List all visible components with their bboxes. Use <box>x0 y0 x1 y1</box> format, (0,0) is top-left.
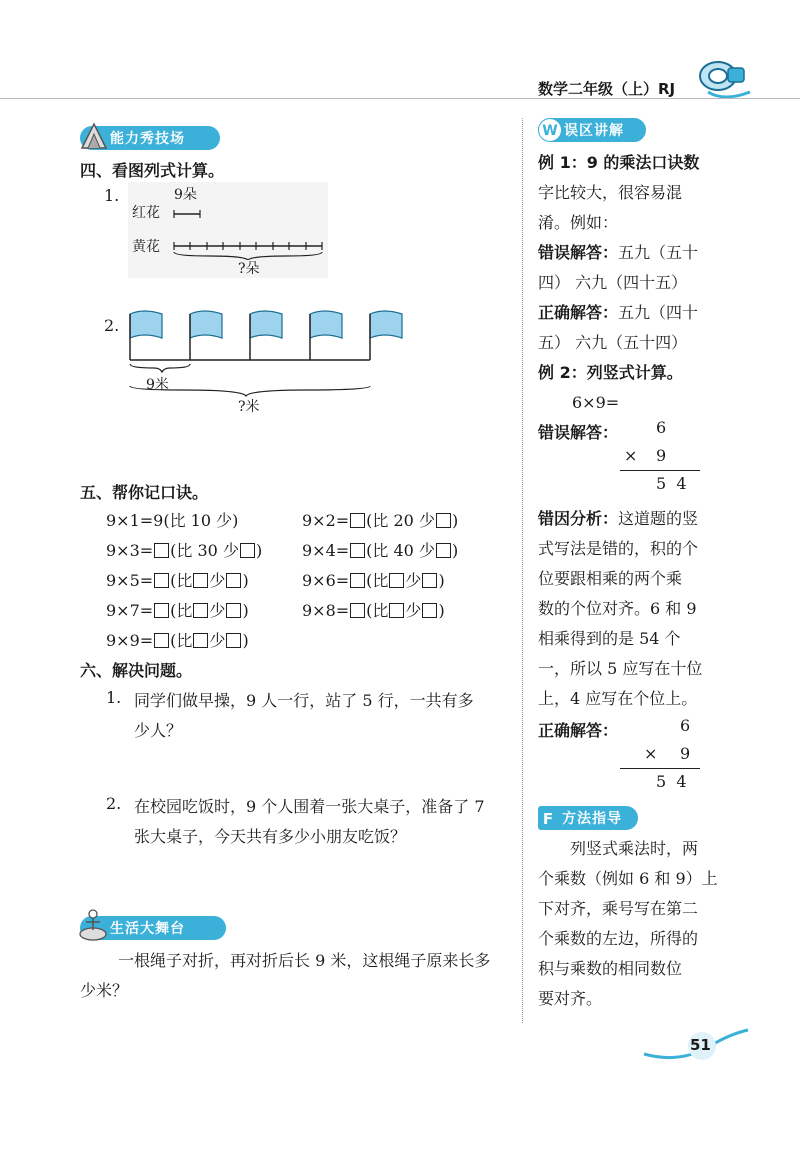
q1-yellow-label: 黄花 <box>132 239 160 255</box>
q2-left-label: 9米 <box>146 377 169 393</box>
q2-bottom-label: ?米 <box>238 399 260 415</box>
q6-1-line1: 同学们做早操，9 人一行，站了 5 行，一共有多 <box>134 691 474 710</box>
q1-bottom-label: ?朵 <box>238 261 260 277</box>
section-5-title: 五、帮你记口诀。 <box>80 483 209 502</box>
rhyme-4-1: 9×7= (比 少 ) <box>106 601 249 620</box>
life-line1: 一根绳子对折，再对折后长 9 米，这根绳子原来长多 <box>118 951 491 970</box>
answer-box[interactable] <box>389 573 404 588</box>
tent-icon <box>80 120 108 150</box>
rhyme-3-1: 9×5= (比 少 ) <box>106 571 249 590</box>
rhyme-2-2: 9×4= (比 40 少 ) <box>302 541 459 560</box>
wrong-vertical-calc: 6 × 9 5 4 <box>620 418 700 496</box>
book-title: 数学二年级（上）RJ <box>538 80 676 98</box>
q2-number: 2. <box>104 316 120 335</box>
q6-2-line1: 在校园吃饭时，9 个人围着一张大桌子，准备了 7 <box>134 797 485 816</box>
answer-box[interactable] <box>226 573 241 588</box>
q1-line-diagram <box>170 200 330 260</box>
q6-1-line2: 少人？ <box>134 721 183 740</box>
q1-top-label: 9朵 <box>174 187 197 203</box>
answer-box[interactable] <box>350 573 365 588</box>
q6-2-line2: 张大桌子，今天共有多少小朋友吃饭？ <box>134 827 407 846</box>
rhyme-1-1: 9×1=9(比 10 少) <box>106 511 239 530</box>
rhyme-4-2: 9×8= (比 少 ) <box>302 601 445 620</box>
column-divider <box>522 118 523 1023</box>
rhyme-2-1: 9×3= (比 30 少 ) <box>106 541 263 560</box>
ex2-wrong-label: 错误解答： <box>538 423 619 442</box>
section-banner-ability: 能力秀技场 <box>80 126 220 150</box>
answer-box[interactable] <box>350 603 365 618</box>
rhyme-3-2: 9×6= (比 少 ) <box>302 571 445 590</box>
answer-box[interactable] <box>154 603 169 618</box>
answer-box[interactable] <box>436 513 451 528</box>
section-banner-life: 生活大舞台 <box>80 916 226 940</box>
q2-flag-diagram <box>124 308 414 418</box>
section-4-title: 四、看图列式计算。 <box>80 161 225 180</box>
method-text: 列竖式乘法时，两 个乘数（例如 6 和 9）上 下对齐，乘号写在第二 个乘数的左边，所得的 积与乘数的相同数位 要对齐。 <box>538 839 718 1008</box>
header-rule <box>0 98 800 99</box>
answer-box[interactable] <box>240 543 255 558</box>
answer-box[interactable] <box>350 513 365 528</box>
right-vertical-calc: 6 × 9 5 4 <box>620 716 700 794</box>
svg-text:W: W <box>542 123 558 139</box>
q1-red-label: 红花 <box>132 205 160 221</box>
answer-box[interactable] <box>389 603 404 618</box>
example-1: 例 1：9 的乘法口诀数 字比较大，很容易混 淆。例如： 错误解答：五九（五十 四） 六九（四十五） 正确解答：五九（四十 五） 六九（五十四） 例 2：列竖式计算。 6×9= <box>538 153 700 412</box>
answer-box[interactable] <box>422 603 437 618</box>
answer-box[interactable] <box>154 543 169 558</box>
rhyme-1-2: 9×2= (比 20 少 ) <box>302 511 459 530</box>
q6-2-number: 2. <box>106 794 122 813</box>
telescope-icon <box>688 48 758 104</box>
section-6-title: 六、解决问题。 <box>80 661 193 680</box>
q1-number: 1. <box>104 186 120 205</box>
answer-box[interactable] <box>436 543 451 558</box>
answer-box[interactable] <box>154 573 169 588</box>
stage-icon <box>78 906 108 942</box>
w-logo-icon <box>538 118 562 142</box>
f-logo-icon <box>538 806 560 830</box>
q6-1-number: 1. <box>106 688 122 707</box>
answer-box[interactable] <box>226 603 241 618</box>
page-number: 51 <box>690 1036 711 1054</box>
life-line2: 少米？ <box>80 981 129 1000</box>
answer-box[interactable] <box>193 633 208 648</box>
section-banner-method: 方法指导 <box>538 806 638 830</box>
answer-box[interactable] <box>193 603 208 618</box>
rhyme-5-1: 9×9= (比 少 ) <box>106 631 249 650</box>
svg-text:F: F <box>542 810 554 828</box>
ex2-right-label: 正确解答： <box>538 721 619 740</box>
answer-box[interactable] <box>350 543 365 558</box>
error-analysis: 错因分析：这道题的竖 式写法是错的，积的个 位要跟相乘的两个乘 数的个位对齐。6 和 9 相乘得到的是 54 个 一，所以 5 应写在十位 上，4 应写在个位上。 <box>538 509 703 708</box>
answer-box[interactable] <box>422 573 437 588</box>
answer-box[interactable] <box>193 573 208 588</box>
answer-box[interactable] <box>154 633 169 648</box>
answer-box[interactable] <box>226 633 241 648</box>
section-banner-mistakes: 误区讲解 <box>538 118 646 142</box>
